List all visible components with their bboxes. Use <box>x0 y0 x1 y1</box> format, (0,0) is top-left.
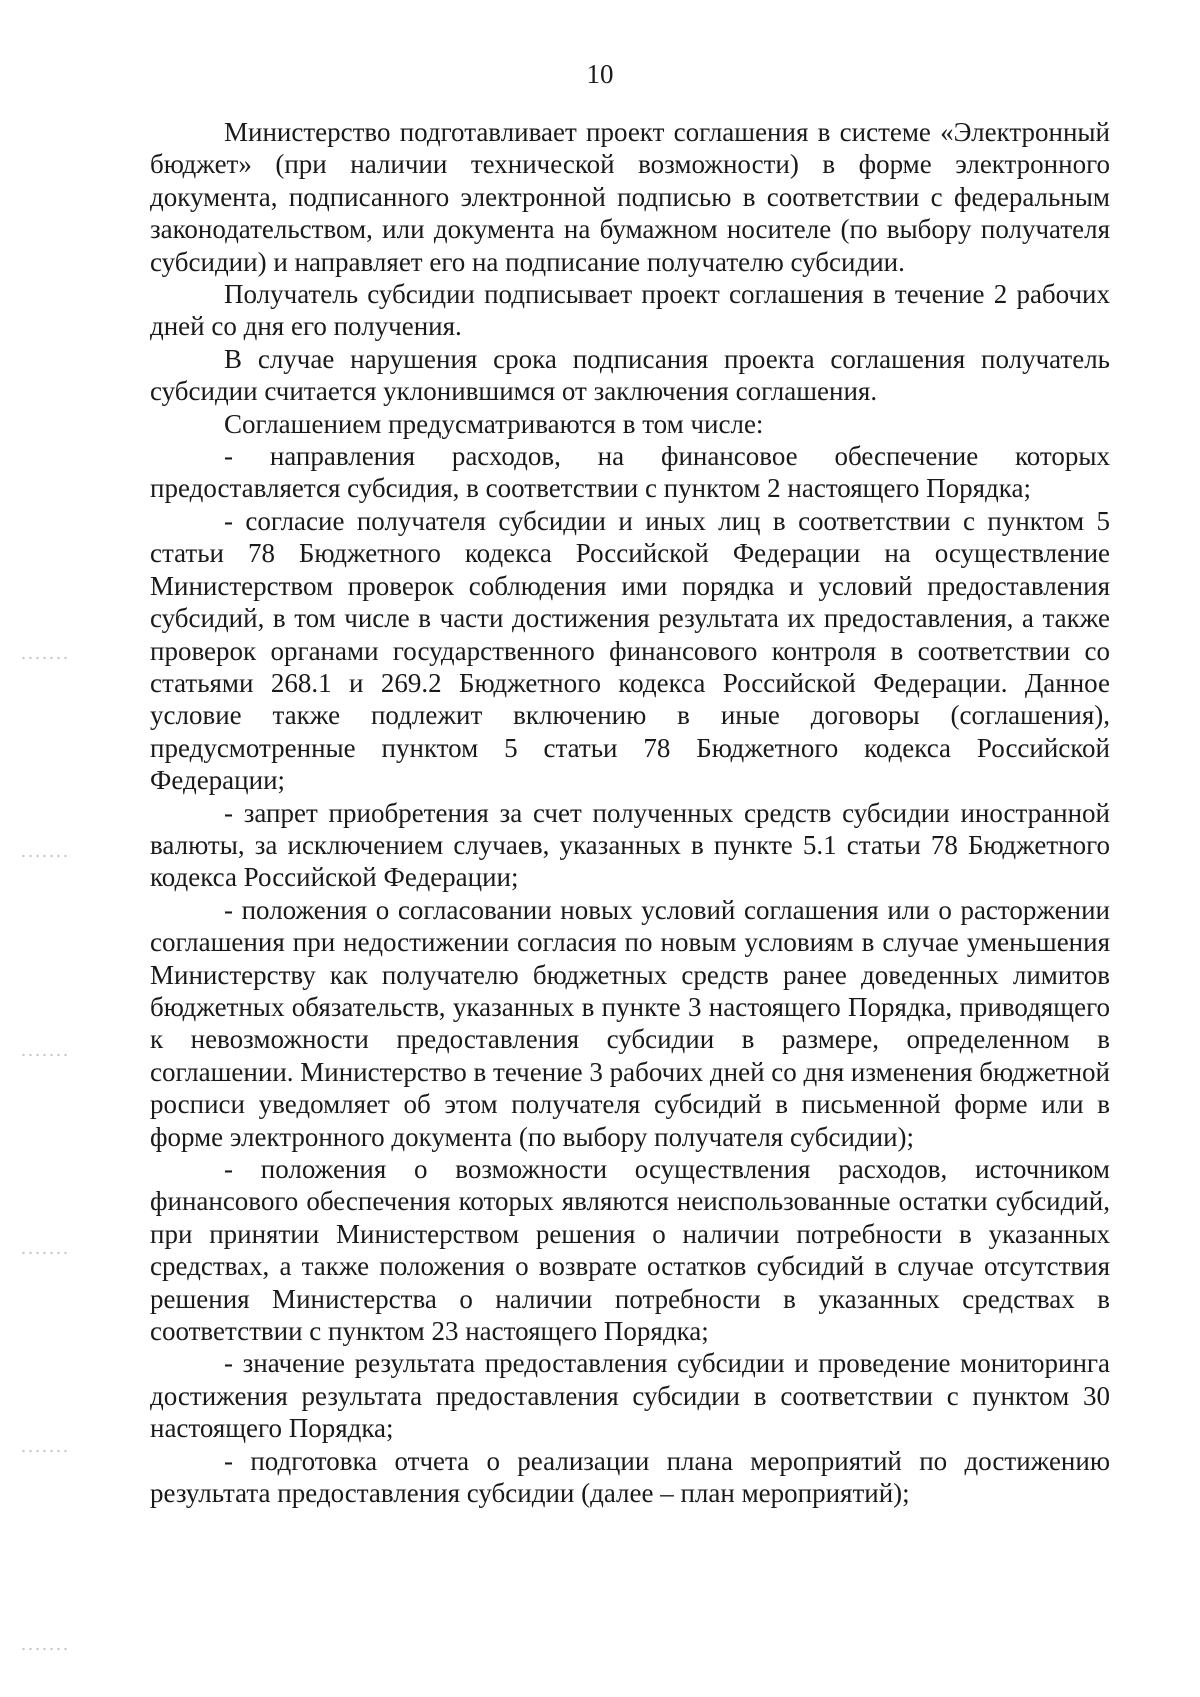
scan-artifact-mark <box>20 1646 68 1652</box>
scan-artifact-mark <box>20 853 68 859</box>
scan-artifact-mark <box>20 1448 68 1454</box>
list-item-new-conditions: - положения о согласовании новых условий соглашения или о расторжении соглашения при недостижении согласия по новым условиям в случае уменьшения Министерству как получателю бюджетных средств ранее доведенных лимитов бюджетных обязательств, указанных в пункте 3 настоящего Порядка, приводящего к невозможности предоставления субсидии в размере, определенном в соглашении. Министерство в течение 3 рабочих дней со дня изменения бюджетной росписи уведомляет об этом получателя субсидий в письменной форме или в форме электронного документа (по выбору получателя субсидии); <box>150 894 1110 1152</box>
paragraph-agreement-provisions-intro: Соглашением предусматриваются в том числе: <box>224 408 764 439</box>
scan-artifact-mark <box>20 1250 68 1256</box>
document-body <box>150 116 1110 1509</box>
scan-artifact-mark <box>20 1052 68 1058</box>
list-item-expense-directions: - направления расходов, на финансовое обеспечение которых предоставляется субсидия, в соответствии с пунктом 2 настоящего Порядка; <box>150 441 1110 504</box>
paragraph-deadline-violation: В случае нарушения срока подписания проекта соглашения получатель субсидии считается уклонившимся от заключения соглашения. <box>150 343 1110 407</box>
list-item-currency-ban: - запрет приобретения за счет полученных средств субсидии иностранной валюты, за исключением случаев, указанных в пункте 5.1 статьи 78 Бюджетного кодекса Российской Федерации; <box>150 797 1110 893</box>
list-item-inspection-consent: - согласие получателя субсидии и иных лиц в соответствии с пунктом 5 статьи 78 Бюджетного кодекса Российской Федерации на осуществление Министерством проверок соблюдения ими порядка и условий предоставления субсидий, в том числе в части достижения результата их предоставления, а также проверок органами государственного финансового контроля в соответствии со статьями 268.1 и 269.2 Бюджетного кодекса Российской Федерации. Данное условие также подлежит включению в иные договоры (соглашения), предусмотренные пунктом 5 статьи 78 Бюджетного кодекса Российской Федерации; <box>150 505 1110 796</box>
page-number: 10 <box>586 59 614 89</box>
paragraph-signing-deadline: Получатель субсидии подписывает проект соглашения в течение 2 рабочих дней со дня его получения. <box>150 279 1110 342</box>
list-item-result-value: - значение результата предоставления субсидии и проведение мониторинга достижения результата предоставления субсидии в соответствии с пунктом 30 настоящего Порядка; <box>150 1348 1110 1444</box>
list-item-unused-balances: - положения о возможности осуществления расходов, источником финансового обеспечения которых являются неиспользованные остатки субсидий, при принятии Министерством решения о наличии потребности в указанных средствах, а также положения о возврате остатков субсидий в случае отсутствия решения Министерства о наличии потребности в указанных средствах в соответствии с пунктом 23 настоящего Порядка; <box>150 1154 1110 1347</box>
paragraph-draft-agreement: Министерство подготавливает проект соглашения в системе «Электронный бюджет» (при наличии технической возможности) в форме электронного документа, подписанного электронной подписью в соответствии с федеральным законодательством, или документа на бумажном носителе (по выбору получателя субсидии) и направляет его на подписание получателю субсидии. <box>150 117 1110 277</box>
list-item-report-preparation: - подготовка отчета о реализации плана мероприятий по достижению результата предоставления субсидии (далее – план мероприятий); <box>150 1445 1110 1509</box>
scan-artifact-mark <box>20 655 68 661</box>
